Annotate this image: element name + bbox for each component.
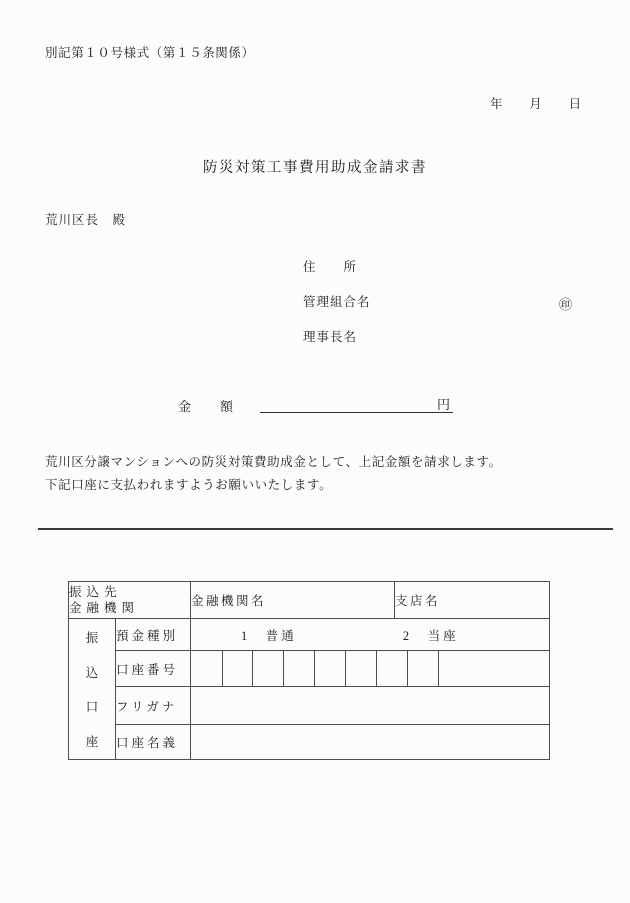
account-digit-cell[interactable] [408,651,439,687]
transfer-account-vertical-label-cell [69,619,116,760]
amount-fill-line[interactable] [260,394,453,413]
furigana-input-cell[interactable] [191,687,550,725]
deposit-type-label: 預金種別 [116,628,179,643]
vertical-label-char: 座 [85,735,99,750]
account-digit-cell[interactable] [284,651,315,687]
seal-stamp-icon: ㊞ [559,297,573,312]
account-digit-cell[interactable] [191,651,223,687]
body-text-line1: 荒川区分譲マンションへの防災対策費助成金として、上記金額を請求します。 [45,455,502,469]
account-digit-cell[interactable] [253,651,284,687]
payee-label-line1: 振込先 [69,585,122,599]
page-title: 防災対策工事費用助成金請求書 [203,160,427,176]
furigana-label-cell [116,687,191,725]
account-number-label-cell [116,651,191,687]
branch-name-label: 支店名 [395,594,441,608]
bank-name-cell[interactable] [191,582,395,619]
account-digit-cell-wide[interactable] [439,651,550,687]
section-divider-line [38,528,613,530]
account-name-label: 口座名義 [116,736,179,750]
vertical-label-char: 口 [85,700,99,715]
amount-unit-label: 円 [436,397,450,412]
account-name-label-cell [116,725,191,760]
chairman-name-label: 理事長名 [303,330,358,344]
address-label: 住 所 [303,260,358,274]
payee-bank-header-cell [69,582,191,619]
account-name-input-cell[interactable] [191,725,550,760]
account-number-label: 口座番号 [116,662,179,677]
addressee-line: 荒川区長 殿 [45,213,127,227]
form-style-note: 別記第１０号様式（第１５条関係） [45,46,255,60]
account-digit-cell[interactable] [377,651,408,687]
payee-label-line2: 金融機関 [69,601,140,615]
amount-label: 金 額 [178,399,235,414]
vertical-label-char: 振 [85,630,99,645]
deposit-type-label-cell [116,619,191,651]
body-paragraph [45,451,502,496]
deposit-option-touza[interactable]: 2 当座 [402,628,459,643]
date-line: 年 月 日 [490,97,582,111]
org-name-label: 管理組合名 [303,295,371,309]
furigana-label: フリガナ [116,699,178,714]
deposit-option-futsuu[interactable]: 1 普通 [241,628,297,643]
account-digit-cell[interactable] [223,651,253,687]
vertical-label-char: 込 [85,665,99,680]
deposit-type-options-cell [191,619,550,651]
body-text-line2: 下記口座に支払われますようお願いいたします。 [45,477,333,492]
account-digit-cell[interactable] [315,651,346,687]
account-digit-cell[interactable] [346,651,377,687]
bank-account-table [68,581,550,760]
branch-name-cell[interactable] [395,582,550,619]
bank-name-label: 金融機関名 [191,594,267,608]
